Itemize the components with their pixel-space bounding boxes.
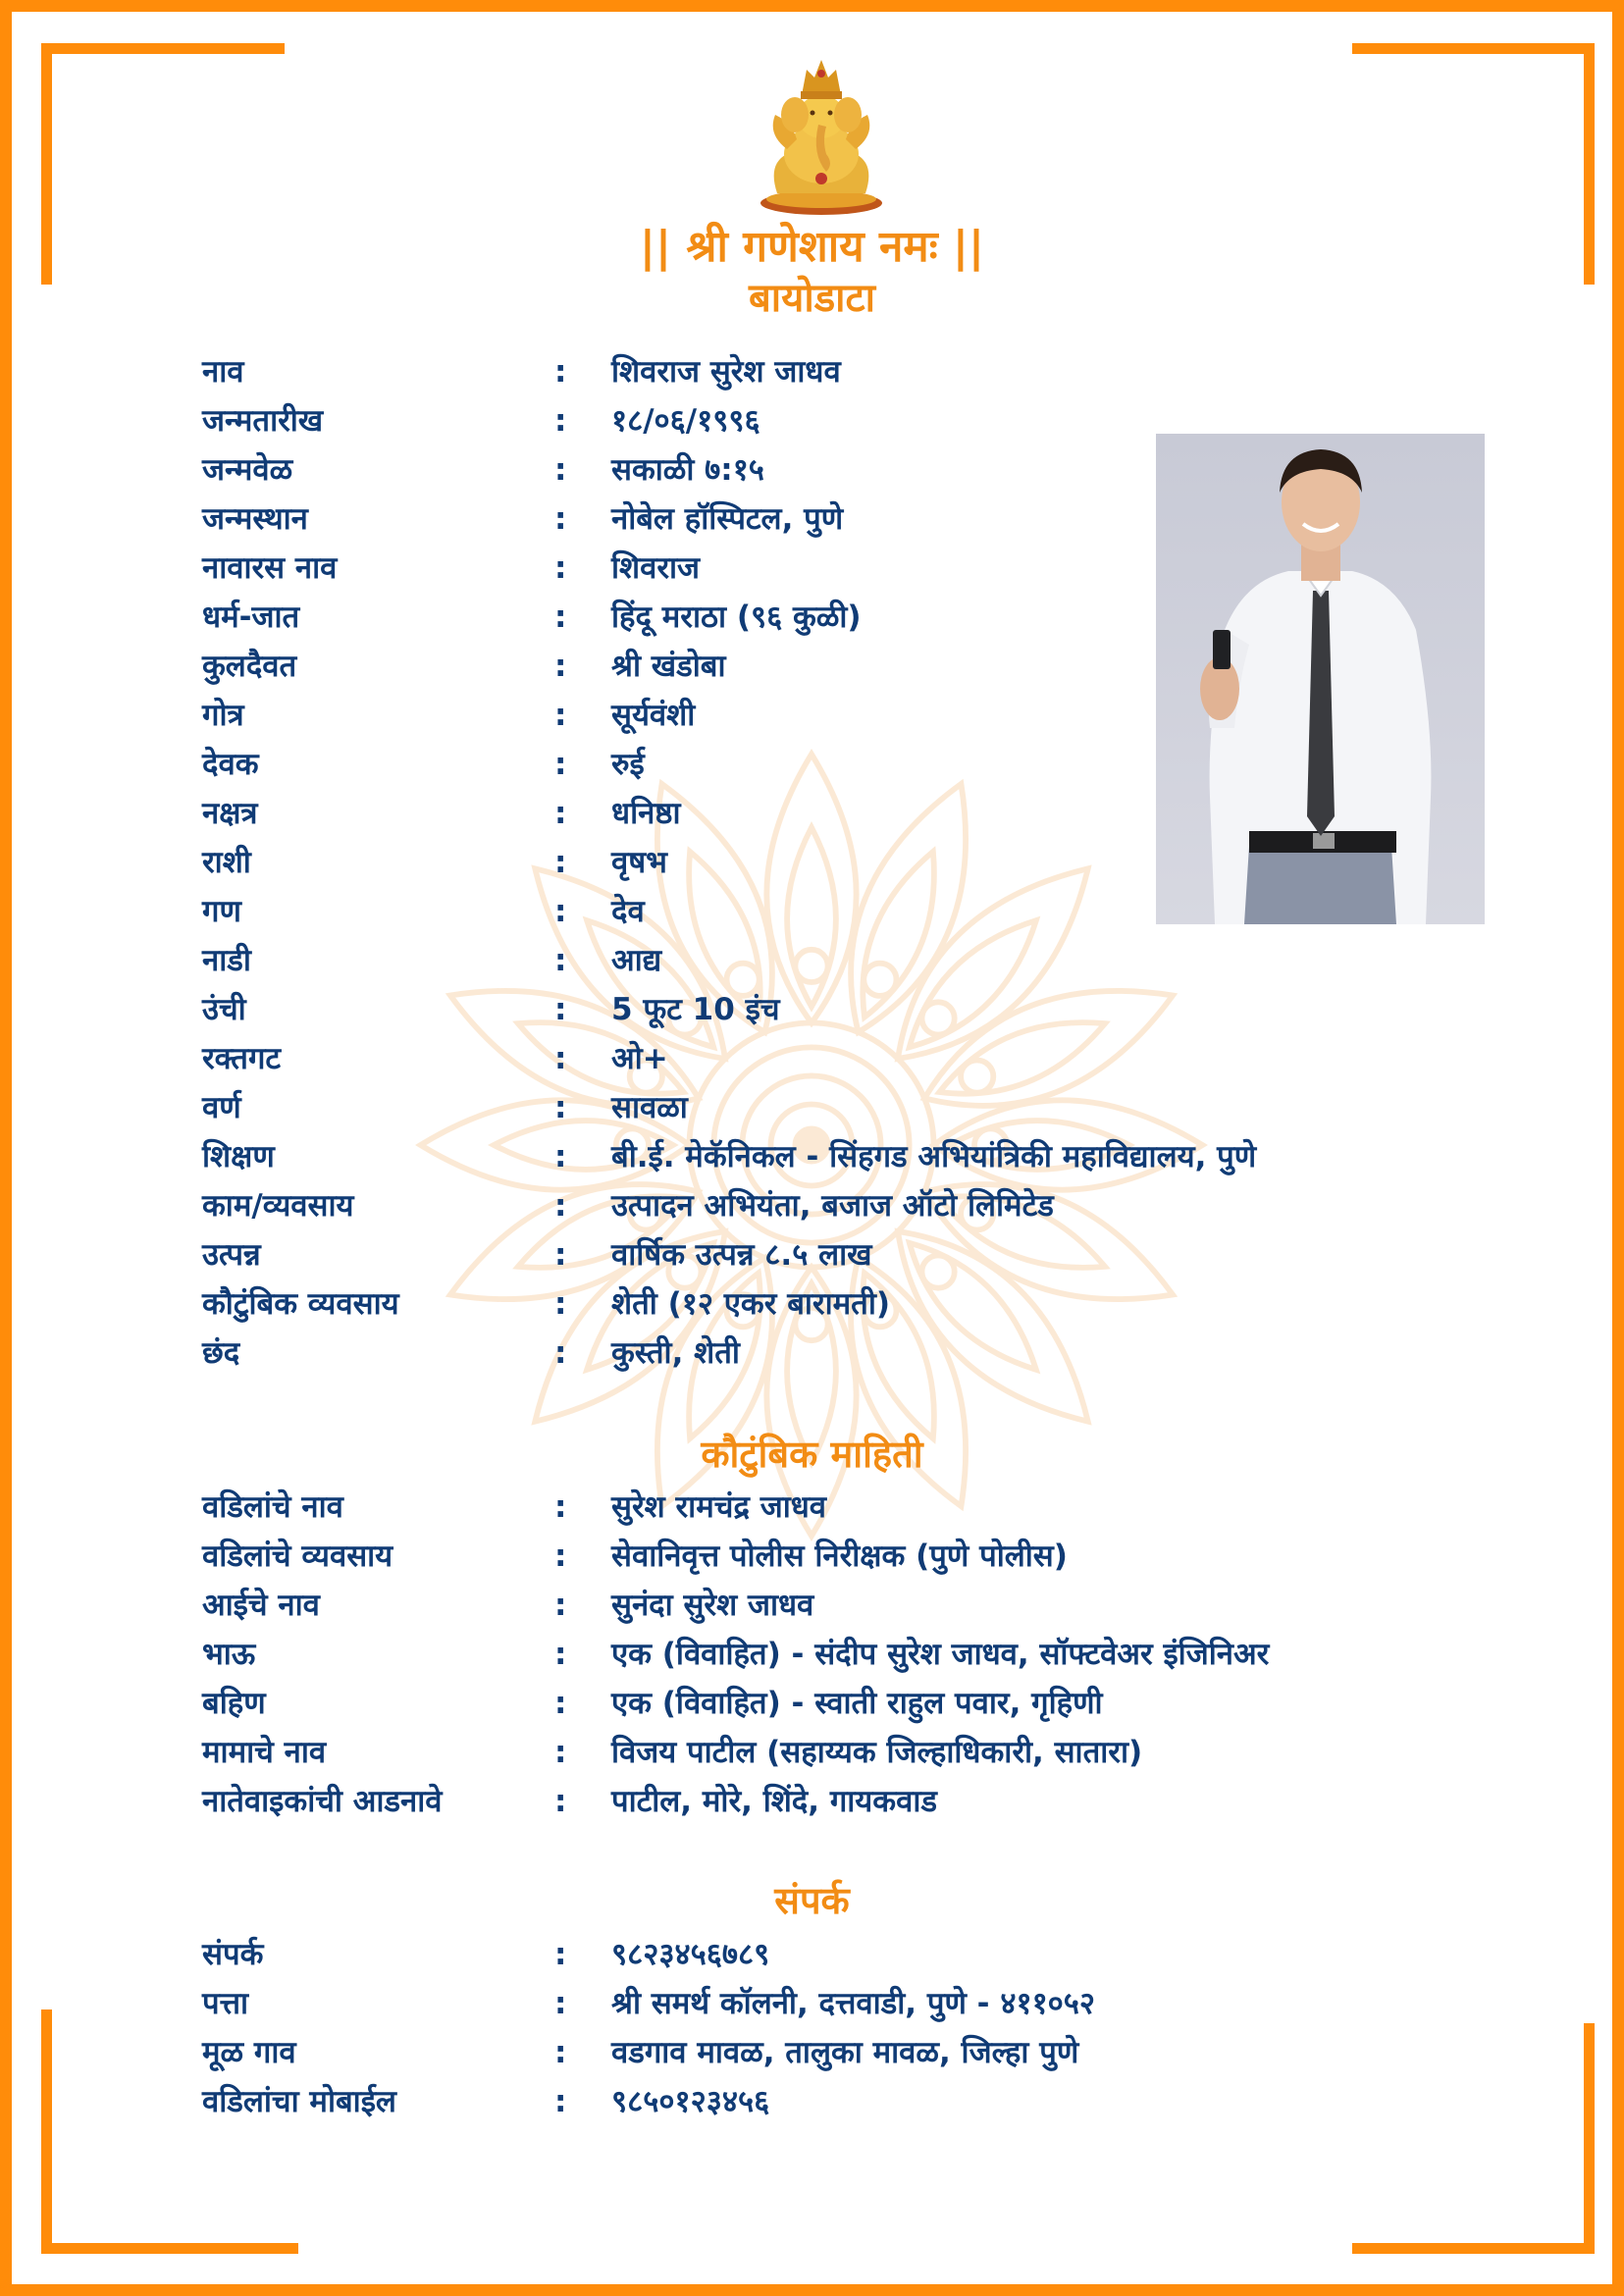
field-value: सूर्यवंशी	[611, 698, 696, 733]
field-separator: :	[554, 747, 567, 782]
ganesh-idol-icon	[758, 56, 885, 218]
field-separator: :	[554, 1188, 567, 1224]
field-value: सुरेश रामचंद्र जाधव	[611, 1489, 827, 1525]
field-label: वडिलांचे व्यवसाय	[202, 1539, 393, 1574]
field-value: शेती (१२ एकर बारामती)	[611, 1286, 891, 1322]
field-separator: :	[554, 698, 567, 733]
invocation-heading: || श्री गणेशाय नमः ||	[639, 222, 985, 272]
corner-bottom-left-v	[41, 2009, 52, 2254]
field-separator: :	[554, 2084, 567, 2119]
field-value: विजय पाटील (सहाय्यक जिल्हाधिकारी, सातारा)	[611, 1735, 1143, 1770]
field-label: जन्मतारीख	[202, 403, 324, 439]
field-separator: :	[554, 600, 567, 635]
field-label: वडिलांचा मोबाईल	[202, 2084, 396, 2119]
field-label: गोत्र	[202, 698, 244, 733]
field-value: ९८५०१२३४५६	[611, 2084, 770, 2119]
field-separator: :	[554, 403, 567, 439]
mandala-dot	[795, 950, 827, 982]
corner-top-right-h	[1352, 43, 1595, 54]
field-separator: :	[554, 943, 567, 978]
field-value: देव	[611, 894, 645, 929]
mandala-petal	[866, 1200, 1120, 1453]
field-separator: :	[554, 2035, 567, 2070]
corner-bottom-right-h	[1352, 2243, 1595, 2254]
field-value: ओ+	[611, 1041, 668, 1076]
field-separator: :	[554, 1735, 567, 1770]
family-section-heading: कौटुंबिक माहिती	[701, 1433, 923, 1476]
field-value: शिवराज	[611, 550, 701, 586]
field-label: उत्पन्न	[202, 1237, 261, 1273]
field-label: बहिण	[202, 1686, 266, 1721]
field-value: सावळा	[611, 1090, 688, 1125]
field-separator: :	[554, 1539, 567, 1574]
field-separator: :	[554, 452, 567, 488]
field-value: धनिष्ठा	[611, 796, 681, 831]
field-label: भाऊ	[202, 1637, 256, 1672]
field-label: काम/व्यवसाय	[202, 1188, 354, 1224]
corner-bottom-right-v	[1584, 2023, 1595, 2254]
field-separator: :	[554, 1335, 567, 1371]
field-separator: :	[554, 1686, 567, 1721]
field-label: शिक्षण	[202, 1139, 275, 1174]
mandala-dot	[922, 1002, 955, 1034]
field-label: राशी	[202, 845, 251, 880]
field-label: नक्षत्र	[202, 796, 258, 831]
field-separator: :	[554, 1937, 567, 1972]
field-separator: :	[554, 1784, 567, 1819]
field-label: छंद	[202, 1335, 240, 1371]
field-value: एक (विवाहित) - संदीप सुरेश जाधव, सॉफ्टवेअर इंजिनिअर	[611, 1637, 1270, 1672]
field-label: गण	[202, 894, 241, 929]
field-label: देवक	[202, 747, 259, 782]
field-value: बी.ई. मेकॅनिकल - सिंहगड अभियांत्रिकी महाविद्यालय, पुणे	[611, 1139, 1257, 1174]
corner-top-left-h	[41, 43, 285, 54]
field-value: वार्षिक उत्पन्न ८.५ लाख	[611, 1237, 872, 1273]
field-value: एक (विवाहित) - स्वाती राहुल पवार, गृहिणी	[611, 1686, 1103, 1721]
field-separator: :	[554, 1286, 567, 1322]
field-value: 5 फूट 10 इंच	[611, 992, 780, 1027]
field-value: कुस्ती, शेती	[611, 1335, 740, 1371]
mandala-dot	[922, 1256, 955, 1288]
field-label: रक्तगट	[202, 1041, 282, 1076]
field-separator: :	[554, 1041, 567, 1076]
field-separator: :	[554, 796, 567, 831]
field-separator: :	[554, 1637, 567, 1672]
contact-section-heading: संपर्क	[774, 1879, 850, 1922]
field-label: संपर्क	[202, 1937, 264, 1972]
field-label: वडिलांचे नाव	[202, 1489, 343, 1525]
field-label: मूळ गाव	[202, 2035, 296, 2070]
field-value: हिंदू मराठा (९६ कुळी)	[611, 600, 862, 635]
field-label: उंची	[202, 992, 246, 1027]
field-value: रुई	[611, 747, 645, 782]
field-label: नावारस नाव	[202, 550, 338, 586]
field-separator: :	[554, 1986, 567, 2021]
field-value: श्री समर्थ कॉलनी, दत्तवाडी, पुणे - ४११०५२	[611, 1986, 1096, 2021]
field-value: पाटील, मोरे, शिंदे, गायकवाड	[611, 1784, 937, 1819]
field-separator: :	[554, 550, 567, 586]
field-separator: :	[554, 894, 567, 929]
field-separator: :	[554, 1489, 567, 1525]
page-title: बायोडाटा	[748, 276, 876, 321]
field-value: १८/०६/१९९६	[611, 403, 760, 439]
profile-photo	[1156, 434, 1485, 924]
field-value: ९८२३४५६७८९	[611, 1937, 770, 1972]
field-value: शिवराज सुरेश जाधव	[611, 354, 841, 390]
field-label: नातेवाइकांची आडनावे	[202, 1784, 443, 1819]
field-value: श्री खंडोबा	[611, 649, 726, 684]
field-label: कुलदैवत	[202, 649, 297, 684]
mandala-dot	[961, 1061, 993, 1093]
field-separator: :	[554, 1139, 567, 1174]
field-separator: :	[554, 649, 567, 684]
corner-bottom-left-h	[41, 2243, 298, 2254]
field-label: आईचे नाव	[202, 1588, 320, 1623]
field-value: नोबेल हॉस्पिटल, पुणे	[611, 501, 844, 537]
field-separator: :	[554, 501, 567, 537]
field-separator: :	[554, 1237, 567, 1273]
field-separator: :	[554, 354, 567, 390]
field-label: धर्म-जात	[202, 600, 300, 635]
field-value: सुनंदा सुरेश जाधव	[611, 1588, 814, 1623]
field-value: सेवानिवृत्त पोलीस निरीक्षक (पुणे पोलीस)	[611, 1539, 1068, 1574]
field-separator: :	[554, 1588, 567, 1623]
field-label: नाव	[202, 354, 244, 390]
field-label: वर्ण	[202, 1090, 241, 1125]
field-label: मामाचे नाव	[202, 1735, 327, 1770]
field-value: वडगाव मावळ, तालुका मावळ, जिल्हा पुणे	[611, 2035, 1079, 2070]
field-label: पत्ता	[202, 1986, 249, 2021]
field-label: कौटुंबिक व्यवसाय	[202, 1286, 399, 1322]
field-separator: :	[554, 992, 567, 1027]
field-label: नाडी	[202, 943, 251, 978]
field-separator: :	[554, 845, 567, 880]
field-value: सकाळी ७:१५	[611, 452, 764, 488]
field-value: उत्पादन अभियंता, बजाज ऑटो लिमिटेड	[611, 1188, 1054, 1224]
field-label: जन्मवेळ	[202, 452, 293, 488]
mandala-petal	[866, 837, 1120, 1090]
mandala-dot	[864, 964, 896, 996]
field-value: वृषभ	[611, 845, 667, 880]
field-label: जन्मस्थान	[202, 501, 308, 537]
field-separator: :	[554, 1090, 567, 1125]
field-value: आद्य	[611, 943, 662, 978]
